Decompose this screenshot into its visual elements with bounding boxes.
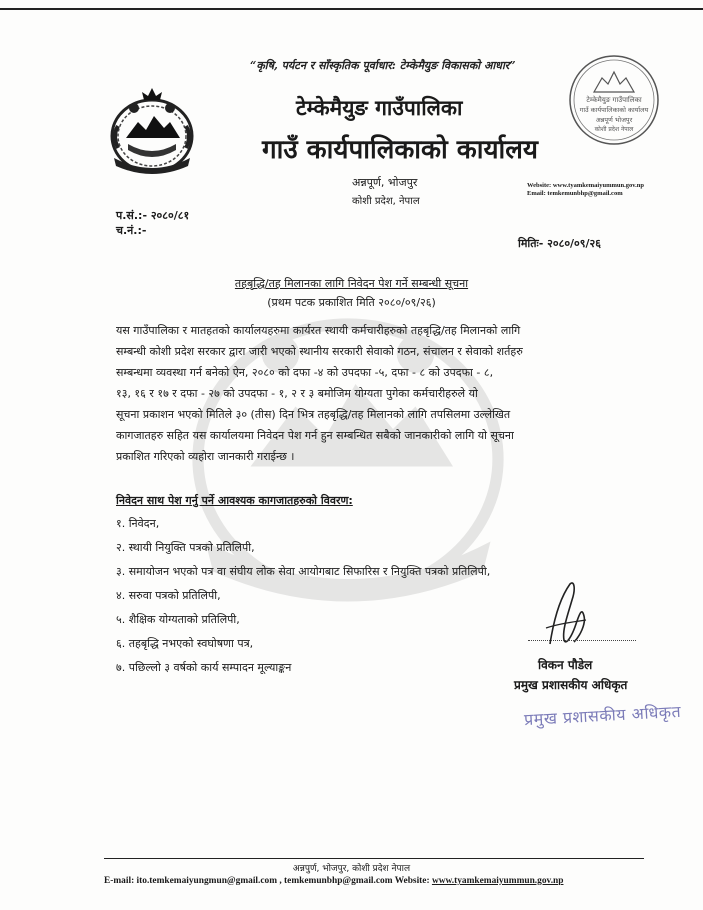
signer-title: प्रमुख प्रशासकीय अधिकृत <box>514 678 628 692</box>
notice-subtitle: (प्रथम पटक प्रकाशित मिति २०८०/०९/२६) <box>267 296 436 309</box>
notice-body <box>116 320 650 467</box>
body-line: सूचना प्रकाशन भएको मितिले ३० (तीस) दिन भित्र तहबृद्धि/तह मिलानको लागि तपसिलमा उल्लेखित <box>116 408 511 421</box>
chalani-number: च.नं.:- <box>116 224 147 237</box>
body-line: प्रकाशित गरिएको व्यहोरा जानकारी गराईन्छ । <box>116 450 295 463</box>
body-line: कागजातहरु सहित यस कार्यालयमा निवेदन पेश गर्न हुन सम्बन्धित सबैको जानकारीको लागि यो सूचना <box>116 429 514 442</box>
seal-text-2: गाउँ कार्यपालिकाको कार्यालय <box>579 106 649 114</box>
top-border-line <box>0 8 703 10</box>
documents-heading: निवेदन साथ पेश गर्नु पर्ने आवश्यक कागजातहरुको विवरण: <box>116 494 353 507</box>
list-item: ७. पछिल्लो ३ वर्षको कार्य सम्पादन मूल्याङ्कन <box>116 661 292 674</box>
patra-sankhya: प.सं.:- २०८०/८१ <box>116 209 190 222</box>
header-email: Email: temkemunbhp@gmail.com <box>527 190 623 197</box>
body-line: सम्बन्धमा व्यवस्था गर्न बनेको ऐन, २०८० को दफा -४ को उपदफा -५, दफा - ८ को उपदफा - ८, <box>116 366 494 379</box>
footer-divider <box>104 858 644 859</box>
footer-contact <box>104 876 563 886</box>
seal-text-4: कोशी प्रदेश नेपाल <box>594 126 634 133</box>
body-line: यस गाउँपालिका र मातहतको कार्यालयहरुमा कार्यरत स्थायी कर्मचारीहरुको तहबृद्धि/तह मिलानको लागि <box>116 324 521 337</box>
address-line-2: कोशी प्रदेश, नेपाल <box>352 196 420 207</box>
list-item: २. स्थायी नियुक्ति पत्रको प्रतिलिपी, <box>116 541 255 554</box>
office-name: टेम्केमैयुङ गाउँपालिका <box>296 96 463 120</box>
documents-list <box>116 512 490 680</box>
signature-line <box>528 640 636 641</box>
slogan: “कृषि, पर्यटन र साँस्कृतिक पूर्वाधार: टेम्केमैयुङ विकासको आधार” <box>250 59 516 72</box>
letter-date: मितिः- २०८०/०९/२६ <box>518 237 601 250</box>
list-item: ५. शैक्षिक योग्यताको प्रतिलिपी, <box>116 613 240 626</box>
body-line: सम्बन्धी कोशी प्रदेश सरकार द्वारा जारी भएको स्थानीय सरकारी सेवाको गठन, संचालन र सेवाको शर्तहरु <box>116 345 523 358</box>
seal-text-1: टेम्केमैयुङ गाउँपालिका <box>586 96 642 104</box>
header-website: Website: www.tyamkemaiyummun.gov.np <box>527 182 645 189</box>
address-line-1: अन्नपूर्ण, भोजपुर <box>352 176 418 189</box>
footer-email: E-mail: ito.temkemaiyungmun@gmail.com , temkemunbhp@gmail.com Website: <box>104 876 432 886</box>
list-item: ६. तहबृद्धि नभएको स्वघोषणा पत्र, <box>116 637 254 650</box>
municipal-seal-icon <box>566 52 662 148</box>
list-item: ४. सरुवा पत्रको प्रतिलिपी, <box>116 589 221 602</box>
header-contact <box>527 182 644 198</box>
list-item: ३. समायोजन भएको पत्र वा संघीय लोक सेवा आयोगबाट सिफारिस र नियुक्ति पत्रको प्रतिलिपी, <box>116 565 491 578</box>
nepal-emblem-icon <box>104 86 200 178</box>
footer-address: अन्नपुर्ण, भोजपुर, कोशी प्रदेश नेपाल <box>292 864 411 874</box>
signer-name: विकन पौडेल <box>538 658 593 672</box>
reference-block <box>116 208 189 238</box>
rubber-stamp-title: प्रमुख प्रशासकीय अधिकृत <box>523 701 682 730</box>
footer-website-link[interactable]: www.tyamkemaiyummun.gov.np <box>431 876 564 886</box>
list-item: १. निवेदन, <box>116 517 160 530</box>
seal-text-3: अन्नपूर्ण भोजपुर <box>595 116 633 124</box>
notice-subject: तहबृद्धि/तह मिलानका लागि निवेदन पेश गर्ने सम्बन्धी सूचना <box>234 277 469 290</box>
body-line: १३, १६ र १७ र दफा - २७ को उपदफा - १, २ र ३ बमोजिम योग्यता पुगेका कर्मचारीहरुले यो <box>116 387 478 400</box>
office-type: गाउँ कार्यपालिकाको कार्यालय <box>262 135 538 165</box>
